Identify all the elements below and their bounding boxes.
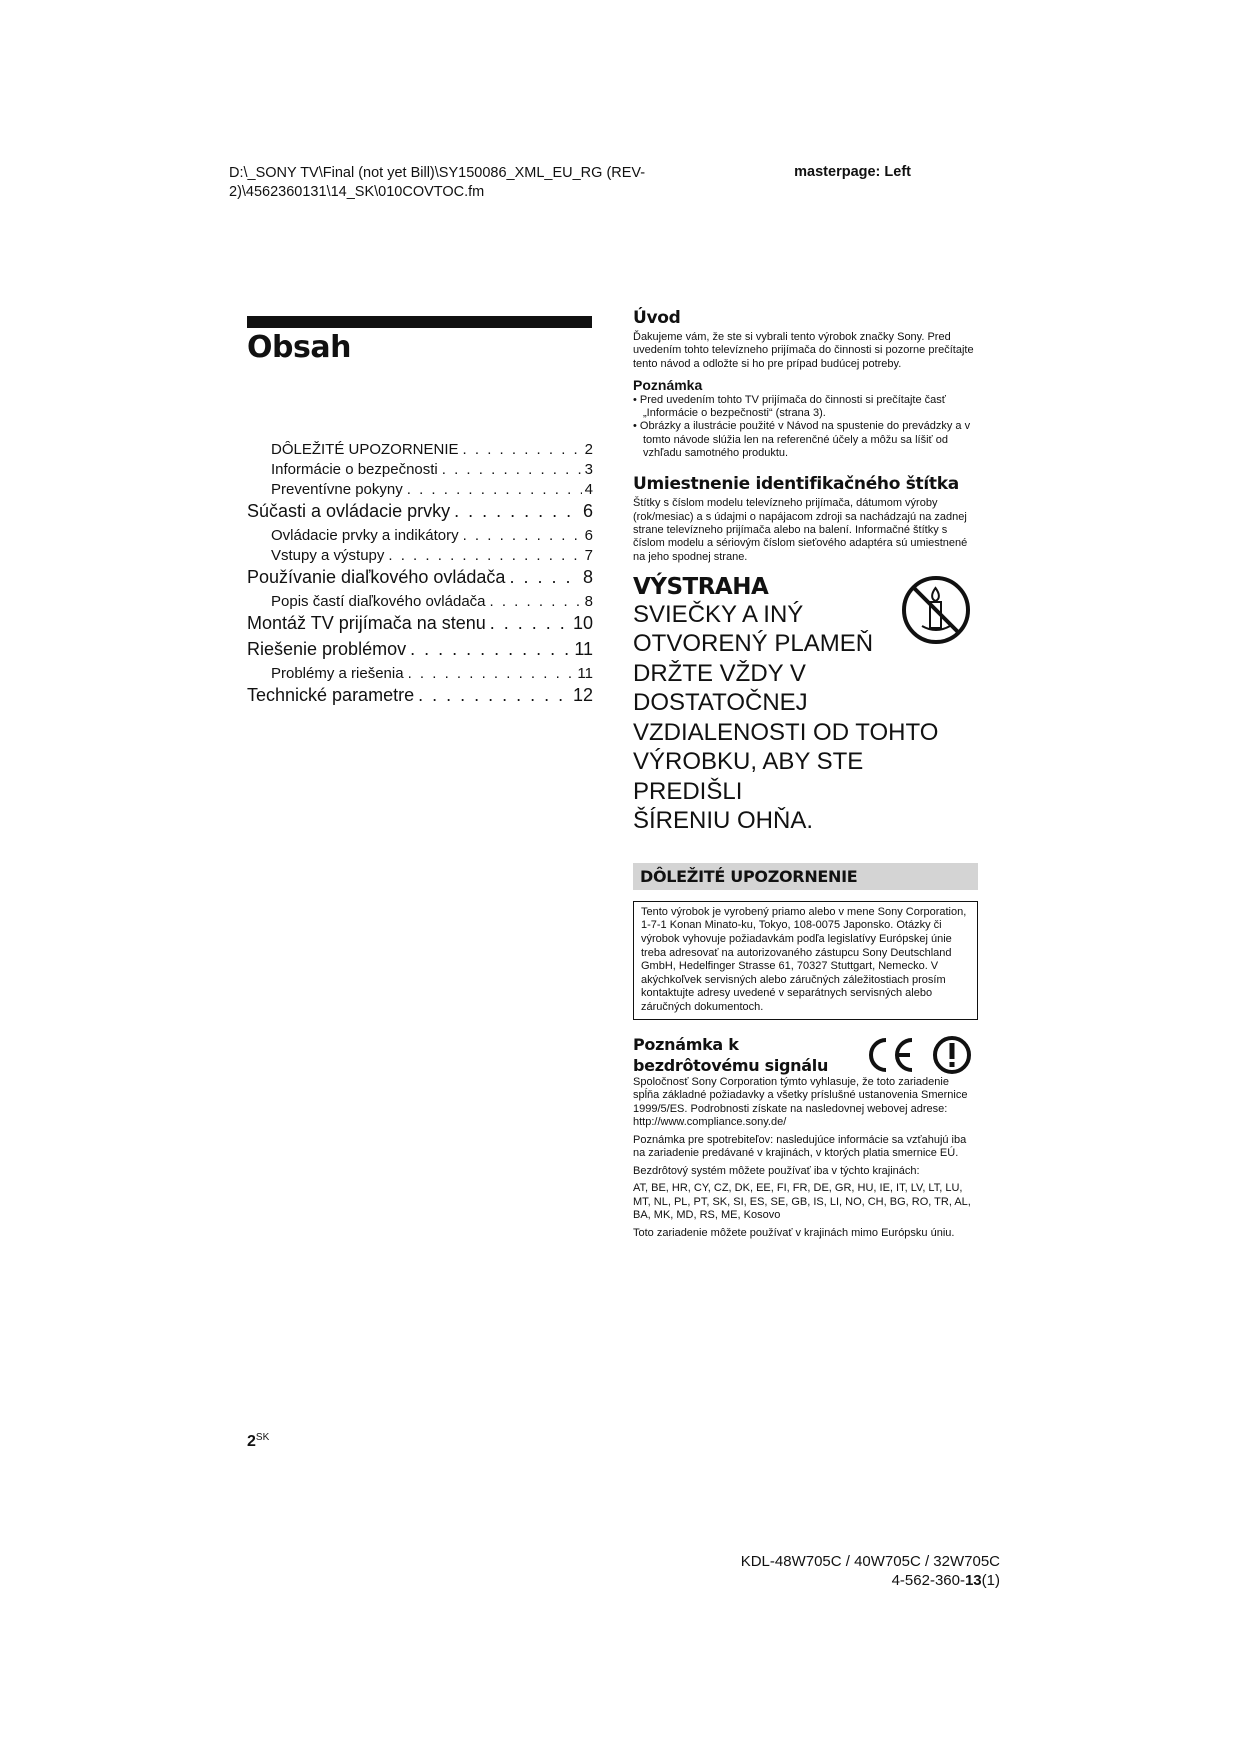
toc-entry xyxy=(247,461,593,481)
toc-entry-label: Problémy a riešenia xyxy=(271,665,404,682)
label-section xyxy=(633,474,978,563)
toc-leader-dots xyxy=(509,567,580,588)
wireless-title: Poznámka k bezdrôtovému signálu xyxy=(633,1034,829,1075)
note-item: • Pred uvedením tohto TV prijímača do činnosti si prečítajte časť „Informácie o bezpečnosti“ (strana 3). xyxy=(633,393,946,420)
toc-title: Obsah xyxy=(247,330,351,365)
wireless-consumer-note: Poznámka pre spotrebiteľov: nasledujúce informácie sa vzťahujú iba na zariadenie predávané v krajinách, v ktorých platia smernice EÚ. xyxy=(633,1133,967,1160)
toc-entry xyxy=(247,481,593,501)
toc-leader-dots xyxy=(463,441,582,458)
table-of-contents xyxy=(247,441,593,711)
toc-entry-page: 2 xyxy=(584,441,593,458)
toc-entry-page: 12 xyxy=(572,685,593,705)
important-banner: DÔLEŽITÉ UPOZORNENIE xyxy=(633,863,978,890)
no-candle-icon xyxy=(900,574,972,646)
toc-entry-label: Popis častí diaľkového ovládača xyxy=(271,593,486,610)
toc-leader-dots xyxy=(463,527,582,544)
warning-line: VÝROBKU, ABY STE PREDIŠLI xyxy=(633,748,864,805)
wireless-declaration: Spoločnosť Sony Corporation týmto vyhlasuje, že toto zariadenie spĺňa základné požiadavky a všetky príslušné ustanovenia Smernice 1999/5/ES. Podrobnosti získate na nasledovnej webovej adrese: http://www.compliance.sony.de/ xyxy=(633,1075,968,1129)
toc-entry-label: Preventívne pokyny xyxy=(271,481,403,498)
warning-line: VZDIALENOSTI OD TOHTO xyxy=(633,718,939,746)
right-column xyxy=(633,308,978,1244)
wireless-section xyxy=(633,1034,978,1241)
note-item: • Obrázky a ilustrácie použité v Návod na spustenie do prevádzky a v tomto návode slúžia len na referenčné účely a môžu sa líšiť od vzhľadu samotného produktu. xyxy=(633,420,971,460)
toc-entry-page: 11 xyxy=(574,639,593,659)
toc-entry xyxy=(247,567,593,593)
toc-entry-label: Riešenie problémov xyxy=(247,639,407,659)
wireless-countries: AT, BE, HR, CY, CZ, DK, EE, FI, FR, DE, GR, HU, IE, IT, LV, LT, LU, MT, NL, PL, PT, SK, SI, ES, SE, GB, IS, LI, NO, CH, BG, RO, TR, AL, BA, MK, MD, RS, ME, Kosovo xyxy=(633,1182,971,1222)
toc-leader-dots xyxy=(442,461,582,478)
toc-entry xyxy=(247,501,593,527)
toc-entry-page: 11 xyxy=(577,665,593,682)
warning-block xyxy=(633,574,978,836)
toc-entry-label: Ovládacie prvky a indikátory xyxy=(271,527,459,544)
toc-leader-dots xyxy=(454,501,580,522)
toc-entry-page: 6 xyxy=(584,527,593,544)
toc-entry-label: DÔLEŽITÉ UPOZORNENIE xyxy=(271,441,459,458)
page-suffix: SK xyxy=(255,1432,270,1443)
warning-line: OTVORENÝ PLAMEŇ xyxy=(633,630,874,658)
note-title: Poznámka xyxy=(633,376,703,393)
warning-line: DRŽTE VŽDY V DOSTATOČNEJ xyxy=(633,659,808,717)
alert-mark-icon xyxy=(935,1038,969,1072)
toc-entry-page: 8 xyxy=(582,567,593,587)
toc-entry-label: Používanie diaľkového ovládača xyxy=(247,567,506,587)
toc-entry-label: Súčasti a ovládacie prvky xyxy=(247,501,451,521)
model-info xyxy=(741,1552,1000,1590)
wireless-countries-intro: Bezdrôtový systém môžete používať iba v týchto krajinách: xyxy=(633,1164,920,1177)
toc-entry xyxy=(247,527,593,547)
toc-entry-label: Informácie o bezpečnosti xyxy=(271,461,438,478)
intro-title: Úvod xyxy=(633,308,681,328)
page-number: $2^{SK}$ xyxy=(247,1432,270,1450)
toc-entry xyxy=(247,639,593,665)
toc-entry-page: 10 xyxy=(572,613,593,633)
label-section-text: Štítky s číslom modelu televízneho prijímača, dátumom výroby (rok/mesiac) a s údajmi o napájacom zdroji sa nachádzajú na zadnej strane televízneho prijímača alebo na balení. Informačné štítky s číslom modelu a sériovým číslom sieťového adaptéra sú umiestnené na jeho spodnej strane. xyxy=(633,497,968,563)
label-section-title: Umiestnenie identifikačného štítka xyxy=(633,474,959,495)
toc-entry-page: 8 xyxy=(584,593,593,610)
toc-leader-dots xyxy=(410,639,571,660)
toc-entry-page: 3 xyxy=(584,461,593,478)
toc-leader-dots xyxy=(407,481,582,498)
toc-entry xyxy=(247,547,593,567)
file-path-header: D:\_SONY TV\Final (not yet Bill)\SY150086_XML_EU_RG (REV-2)\4562360131\14_SK\010COVTOC.fm xyxy=(229,165,646,200)
toc-title-bar xyxy=(247,316,592,328)
intro-text: Ďakujeme vám, že ste si vybrali tento výrobok značky Sony. Pred uvedením tohto televízneho prijímača do činnosti si pozorne prečítajte tento návod a odložte si ho pre prípad budúcej potreby. xyxy=(633,331,974,370)
toc-entry xyxy=(247,613,593,639)
toc-entry-page: 6 xyxy=(582,501,593,521)
warning-line: SVIEČKY A INÝ xyxy=(633,600,804,628)
warning-line: ŠÍRENIU OHŇA. xyxy=(633,807,814,835)
warning-title: VÝSTRAHA xyxy=(633,573,769,600)
toc-entry xyxy=(247,685,593,711)
note-list xyxy=(633,394,978,460)
ce-alert-icons xyxy=(860,1034,972,1076)
wireless-outside-eu: Toto zariadenie môžete používať v krajinách mimo Európsku úniu. xyxy=(633,1226,955,1239)
ce-mark-icon xyxy=(871,1040,912,1070)
toc-entry xyxy=(247,665,593,685)
toc-leader-dots xyxy=(408,665,575,682)
toc-entry-label: Vstupy a výstupy xyxy=(271,547,385,564)
toc-leader-dots xyxy=(418,685,570,706)
toc-entry xyxy=(247,593,593,613)
toc-leader-dots xyxy=(388,547,581,564)
product-code: 4-562-360-13(1) xyxy=(891,1572,1000,1589)
toc-leader-dots xyxy=(490,593,582,610)
toc-entry xyxy=(247,441,593,461)
masterpage-label: masterpage: Left xyxy=(794,164,911,180)
toc-entry-label: Montáž TV prijímača na stenu xyxy=(247,613,486,633)
toc-entry-page: 4 xyxy=(584,481,593,498)
important-box: Tento výrobok je vyrobený priamo alebo v mene Sony Corporation, 1-7-1 Konan Minato-ku, Tokyo, 108-0075 Japonsko. Otázky či výrobok vyhovuje požiadavkám podľa legislatívy Európskej únie treba adresovať na autorizovaného zástupcu Sony Deutschland GmbH, Hedelfinger Strasse 61, 70327 Stuttgart, Nemecko. V akýchkoľvek servisných alebo záručných záležitostiach prosím kontaktujte adresy uvedené v separátnych servisných alebo záručných dokumentoch. xyxy=(633,901,978,1020)
toc-entry-page: 7 xyxy=(584,547,593,564)
model-list: KDL-48W705C / 40W705C / 32W705C xyxy=(740,1553,1000,1570)
toc-entry-label: Technické parametre xyxy=(247,685,415,705)
toc-leader-dots xyxy=(490,613,570,634)
